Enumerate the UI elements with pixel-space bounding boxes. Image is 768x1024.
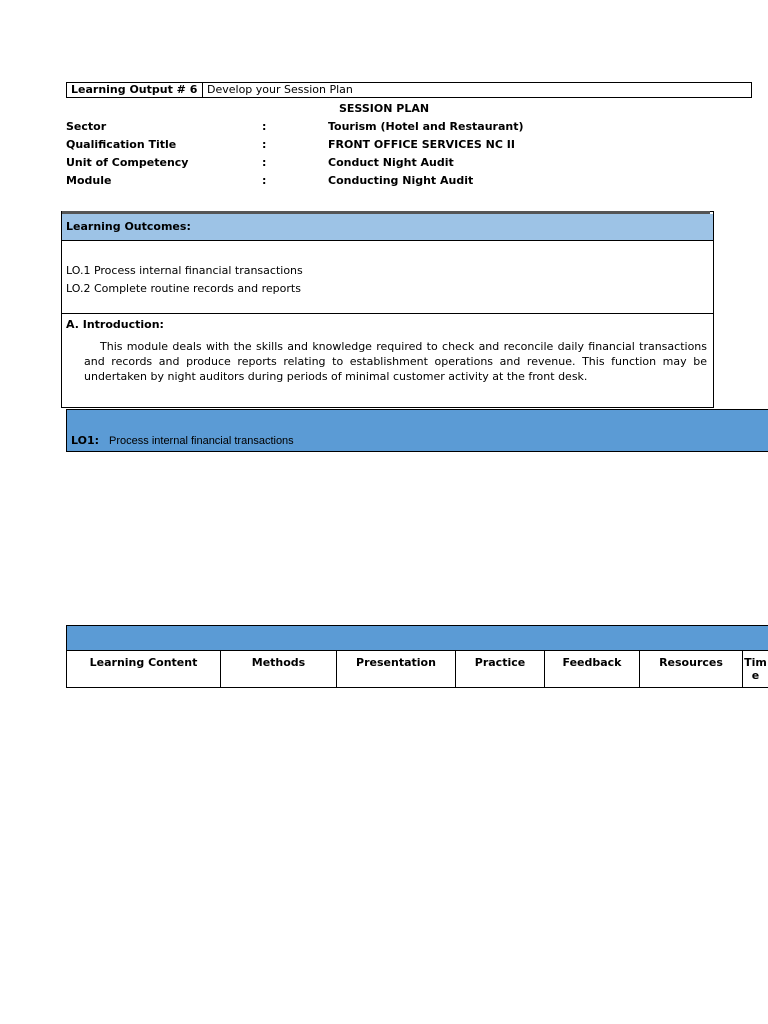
- col-methods: Methods: [220, 651, 336, 688]
- table-header-band: [66, 625, 768, 651]
- info-value: FRONT OFFICE SERVICES NC II: [328, 138, 515, 151]
- divider: [62, 313, 713, 314]
- col-feedback: Feedback: [544, 651, 639, 688]
- learning-output-box: [66, 82, 752, 98]
- info-label: Sector: [66, 120, 107, 133]
- session-plan-table-header: [66, 650, 768, 688]
- col-presentation: Presentation: [336, 651, 455, 688]
- learning-outcomes-box: [61, 211, 714, 408]
- info-sep: :: [262, 120, 267, 133]
- info-row-unit: [66, 155, 766, 171]
- info-label: Qualification Title: [66, 138, 177, 151]
- info-sep: :: [262, 156, 267, 169]
- info-value: Conducting Night Audit: [328, 174, 474, 187]
- info-sep: :: [262, 138, 267, 151]
- col-resources: Resources: [639, 651, 742, 688]
- info-value: Conduct Night Audit: [328, 156, 454, 169]
- col-time: Tim e: [742, 651, 768, 688]
- outcome-item: LO.1 Process internal financial transactions: [66, 264, 303, 277]
- lo1-code: LO1:: [71, 434, 100, 447]
- info-sep: :: [262, 174, 267, 187]
- info-label: Module: [66, 174, 112, 187]
- col-learning-content: Learning Content: [66, 651, 220, 688]
- learning-output-value: Develop your Session Plan: [207, 83, 353, 96]
- info-label: Unit of Competency: [66, 156, 189, 169]
- learning-output-label: Learning Output # 6: [67, 83, 203, 97]
- introduction-heading: A. Introduction:: [66, 318, 164, 331]
- lo1-band: [66, 409, 768, 452]
- learning-outcomes-header: Learning Outcomes:: [62, 214, 713, 241]
- introduction-text: This module deals with the skills and knowledge required to check and reconcile daily financial transactions and records and produce reports relating to establishment operations and revenue. This function may be undertaken by night auditors during periods of minimal customer activity at the front desk.: [84, 340, 707, 383]
- info-value: Tourism (Hotel and Restaurant): [328, 120, 524, 133]
- outcome-item: LO.2 Complete routine records and reports: [66, 282, 301, 295]
- info-row-module: [66, 173, 766, 189]
- lo1-text: Process internal financial transactions: [109, 435, 294, 447]
- col-practice: Practice: [455, 651, 544, 688]
- info-row-qualification: [66, 137, 766, 153]
- lo1-line: [71, 434, 294, 447]
- session-plan-title: SESSION PLAN: [339, 102, 430, 115]
- info-row-sector: [66, 119, 766, 135]
